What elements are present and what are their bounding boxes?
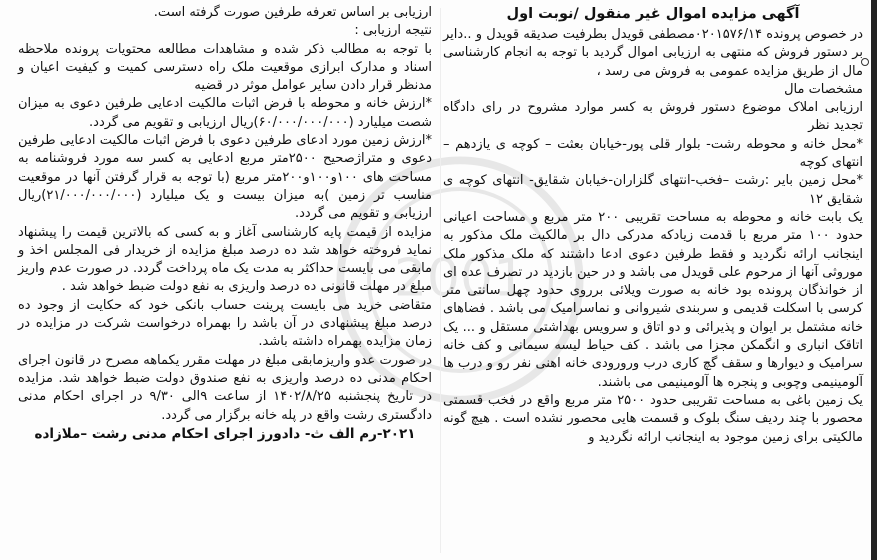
house-description: یک بابت خانه و محوطه به مساحت تقریبی ۲۰۰ متر مربع و مساحت اعیانی حدود ۱۰۰ متر مربع با قدمت زیادکه مدرکی دال بر مالکیت ملک مذکور به اینجانب ارائه نگردید و فقط طرفین دعوی ادعا داشتند که ملک مذکور ملک موروثی آنها از مرحوم علی قویدل می باشد و در حین بازدید در تصرف عده ای از خوانذگان پرونده بود خانه به صورت ویلائی برروی حدود چهل سانتی متر کرسی با اسکلت قدیمی و سربندی شیروانی و نماسرامیک می باشد . فضاهای خانه مشتمل بر ایوان و پذیرائی و دو اتاق و سرویس بهداشتی مستقل و ... یک اتاقک انباری و انگمکن مجزا می باشد . کف حیاط لیسه سیمانی و کف خانه سرامیک و دیوارها و سقف گچ کاری درب ورورودی خانه اهنی نفر رو و درب ها آلومینیمی وچوبی و پنجره ها آلومینیمی می باشند. bbox=[443, 209, 864, 390]
valuation-basis: ارزیابی بر اساس تعرفه طرفین صورت گرفته است. bbox=[153, 5, 432, 20]
right-column bbox=[443, 4, 863, 447]
house-value: *ارزش خانه و محوطه با فرض اثبات مالکیت ادعایی طرفین دعوی به میزان شصت میلیارد (۶۰/۰۰۰/۰۰۰/۰۰۰)ریال ارزیابی و تقویم می گردد. bbox=[18, 96, 432, 130]
svg-text:2001: 2001 bbox=[393, 248, 527, 309]
house-location: *محل خانه و محوطه رشت- بلوار قلی پور-خیابان بعثت – کوچه ی یازدهم –انتهای کوچه bbox=[443, 136, 863, 171]
land-value: *ارزش زمین مورد ادعای طرفین دعوی با فرض اثبات مالکیت ادعایی طرفین دعوی و متراژصحیح ۲۵۰۰متر مربع ادعایی به کسر سه مورد فروشنامه به مساحت های ۱۰۰و۱۰۰و۲۰۰متر مربع (با توجه به قرار گرفتن آنها در موقعیت مناسب تر زمین )به میزان بیست و یک میلیارد (۲۱/۰۰۰/۰۰۰/۰۰۰)ریال ارزیابی و تقویم می گردد. bbox=[18, 133, 432, 222]
auction-terms: مزایده از قیمت پایه کارشناسی آغاز و به کسی که بالاترین قیمت را پیشنهاد نماید فروخته خواهد شد ده درصد مبلغ مزایده از خریدار فی المجلس اخذ و مابقی می بایست حداکثر به مدت یک ماه پرداخت گردد. در صورت عدم واریز مبلغ در مهلت قانونی ده درصد واریزی به نفع دولت ضبط خواهد شد . bbox=[18, 224, 432, 295]
bank-statement-requirement: متقاضی خرید می بایست پرینت حساب بانکی خود که حکایت از وجود ده درصد مبلغ پیشنهادی در آن باشد را بهمراه درخواست شرکت در مزایده در زمان مزایده بهمراه داشته باشد. bbox=[18, 297, 432, 350]
notice-title: آگهی مزایده اموال غیر منقول /نوبت اول bbox=[506, 6, 800, 22]
column-divider bbox=[440, 8, 441, 553]
land-description: یک زمین باغی به مساحت تقریبی حدود ۲۵۰۰ متر مربع واقع در فخب قسمتی محصور با چند ردیف سنگ بلوک و قسمت هایی محصور نشده است . هیچ گونه مالکیتی برای زمین موجود به اینجانب ارائه نگردید و bbox=[443, 392, 863, 445]
case-intro: در خصوص پرونده ۰۲۰۱۵۷۶/۱۴مصطفی قویدل بطرفیت صدیقه قویدل و ..دایر بر دستور فروش که منتهی به ارزیابی اموال گردید با توجه به انجام کارشناسی مال از طریق مزایده عمومی به فروش می رسد ، bbox=[443, 27, 864, 79]
property-specs-heading: مشخصات مال bbox=[784, 81, 863, 97]
land-location: *محل زمین بایر :رشت –فخب-انتهای گلزاران-خیابان شقایق- انتهای کوچه ی شقایق ۱۲ bbox=[443, 173, 863, 207]
page-edge-border bbox=[871, 0, 877, 560]
valuation-result-heading: نتیجه ارزیابی : bbox=[354, 23, 432, 39]
auction-date-and-place: در صورت عدو واریزمابقی مبلغ در مهلت مقرر یکماهه مصرح در قانون اجرای احکام مدنی ده درصد واریزی به نفع صندوق دولت ضبط خواهد شد. مزایده در تاریخ پنجشنبه ۱۴۰۲/۸/۲۵ از ساعت ۹الی ۹/۳۰ در اجرای احکام مدنی دادگستری رشت واقع در پله خانه برگزار می گردد. bbox=[18, 352, 432, 423]
left-column bbox=[18, 4, 432, 443]
edge-dot bbox=[861, 58, 869, 66]
valuation-scope: ارزیابی املاک موضوع دستور فروش به کسر موارد مشروح در رای دادگاه تجدید نظر bbox=[443, 100, 863, 134]
signature-line: ۲۰۲۱-رم الف ث- دادورز اجرای احکام مدنی رشت –ملازاده bbox=[34, 425, 416, 442]
valuation-considerations: با توجه به مطالب ذکر شده و مشاهدات مطالعه محتویات پرونده ملاحظه اسناد و مدارک ابرازی موقعیت ملک راه دسترسی کمیت و کیفیت اعیان و مدنظر قرار دادن سایر عوامل موثر در قضیه bbox=[18, 41, 432, 94]
